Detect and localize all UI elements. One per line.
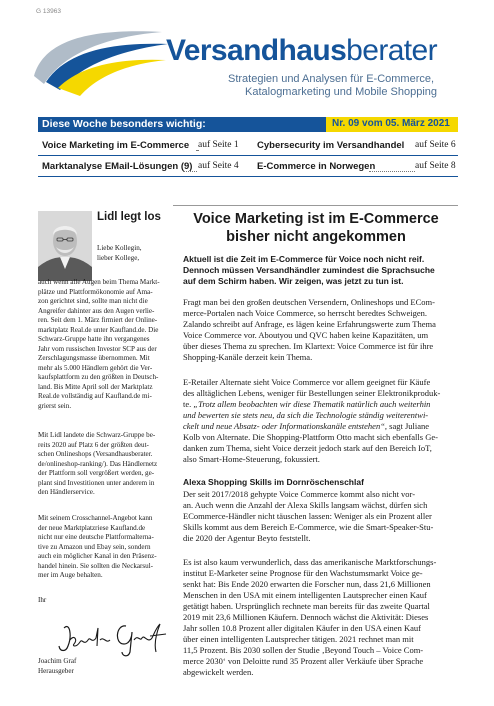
editorial-line: grierst sein. <box>38 401 72 410</box>
article-body-line: Fragt man bei den großen deutschen Versendern, Onlineshops und ECom- <box>183 297 435 307</box>
article-body-line: ECommerce-Händler nicht täuschen lassen: Weniger als ein Prozent aller <box>183 511 432 521</box>
editorial-line: schen Onlineshops (Versandhausberater. <box>38 450 153 458</box>
editorial-line: tive zu Amazon und Ebay sein, sondern <box>38 542 151 551</box>
article-body-line: institut E-Marketer seine Prognose für den Wachstumsmarkt Voice ge- <box>183 568 423 578</box>
editorial-line: Angreifer dahinter aus den Augen verlie- <box>38 306 155 315</box>
article-body-line: Menschen in den USA mit einem intelligenten Lautsprecher einen Kauf <box>183 590 427 600</box>
editorial-line: mehr als 5.000 Händlern gehört die Ver- <box>38 363 153 372</box>
editorial-line: handel hinein. Sie sollten die Neckarsul- <box>38 561 154 570</box>
editorial-line: auch wenn alle Augen beim Thema Markt- <box>38 278 160 286</box>
toc-item-page[interactable]: auf Seite 1 <box>198 140 239 150</box>
article-body-line: Zalando schreibt auf Anfrage, es lägen keine Erfahrungswerte zum Thema <box>183 319 436 329</box>
article-body-line: Der seit 2017/2018 gehypte Voice Commerce kommt also nicht vor- <box>183 489 416 499</box>
toc-item-title[interactable]: Voice Marketing im E-Commerce <box>42 140 190 151</box>
editorial-line: Ihr <box>38 596 47 604</box>
editorial-line: Real.de vollständig auf Kaufland.de mi- <box>38 392 152 400</box>
issue-badge <box>326 117 458 132</box>
editorial-line: auch ein möglicher Kanal in den Präsenz- <box>38 552 157 560</box>
toc-item-page[interactable]: auf Seite 4 <box>198 161 239 171</box>
handwritten-signature <box>56 618 176 658</box>
article-body-line: danken zum Thema, sieht Voice derzeit jedoch stark auf den Bereich IoT, <box>183 443 432 453</box>
signature-name: Joachim Graf <box>38 657 77 665</box>
article-top-rule <box>173 205 458 206</box>
article-lead-line: Dennoch müssen Versandhändler zumindest die Sprachsuche <box>183 265 435 275</box>
article-body-line: Jahr sollen 10.8 Prozent aller digitalen Käufer in den USA einen Kauf <box>183 623 421 633</box>
signature-role: Herausgeber <box>38 667 74 675</box>
article-body-line: Kolb von Alternate. Die Shopping-Plattform Otto macht sich ebenfalls Ge- <box>183 432 438 442</box>
article-body-line: ckelt und neue Absatz- oder Informationskanäle entstehen“, sagt Juliane <box>183 421 430 431</box>
editorial-line: land. Bis Mitte April soll der Marktplatz <box>38 382 153 391</box>
toc-divider <box>38 155 458 156</box>
brand-swoosh-logo <box>30 22 170 104</box>
editorial-line: Schwarz-Gruppe hatte ihn vergangenes <box>38 335 150 343</box>
issue-code: G 13963 <box>36 8 61 15</box>
editorial-line: der Plattform soll vergrößert werden, ge- <box>38 469 155 477</box>
article-body-line: die 2020 der Agentur Beyto feststellt. <box>183 533 311 543</box>
editorial-line: plant sind Investitionen unter anderem in <box>38 478 155 487</box>
quote-text: ckelt und neue Absatz- oder Informationskanäle entstehen“ <box>183 421 385 431</box>
toc-item-title[interactable]: Marktanalyse EMail-Lösungen (9) <box>42 161 193 172</box>
editorial-line: den Händlerservice. <box>38 488 95 496</box>
toc-item-page[interactable]: auf Seite 8 <box>415 161 456 171</box>
toc-divider <box>38 176 458 177</box>
tagline-line2: Katalogmarketing und Mobile Shopping <box>245 86 438 98</box>
article-body-line: Shopping-Kanäle derzeit kein Thema. <box>183 352 313 362</box>
editorial-line: marktplatz Real.de unter Kaufland.de. Die <box>38 325 159 334</box>
brand-wordmark: Versandhausberater <box>166 34 438 67</box>
article-body-line: E-Retailer Alternate sieht Voice Commerce vor allem geeignet für Käufe <box>183 377 431 387</box>
editorial-line: Jahr vom russischen Investor SCP aus der <box>38 344 157 353</box>
editorial-line: Liebe Kollegin, <box>97 244 142 252</box>
article-lead-line: Aktuell ist die Zeit im E-Commerce für Voice noch nicht reif. <box>183 254 425 264</box>
editorial-title: Lidl legt los <box>97 211 161 223</box>
quote-text: und bewerten sie stets neu, da sich die Technologie ständig weiterentwi- <box>183 410 429 420</box>
editorial-line: der neue Marktplatzriese Kaufland.de <box>38 523 146 532</box>
editorial-line: Zerschlagungsmasse übernommen. Mit <box>38 354 150 362</box>
editorial-line: plätze und Plattformökonomie auf Ama- <box>38 287 153 296</box>
article-headline-line1: Voice Marketing ist im E-Commerce <box>193 211 439 227</box>
article-body-line: merce-Portalen nach Voice Commerce, so herrscht beredtes Schweigen. <box>183 308 427 318</box>
editorial-line: Mit Lidl landete die Schwarz-Gruppe be- <box>38 431 156 439</box>
editorial-line: mer im Auge behalten. <box>38 571 103 579</box>
editorial-line: ren. Seit dem 1. März firmiert der Online- <box>38 316 158 324</box>
article-subheading: Alexa Shopping Skills im Dornröschenschlaf <box>183 477 364 487</box>
article-body-line: an. Auch wenn die Anzahl der Alexa Skills langsam wächst, dürfen sich <box>183 500 428 510</box>
article-body-line: über einen intelligenten Lautsprecher tätigen. 2021 rechnet man mit <box>183 634 414 644</box>
article-headline-line2: bisher nicht angekommen <box>226 229 406 245</box>
editorial-line: lieber Kollege, <box>97 254 140 262</box>
article-body-line: abgewickelt werden. <box>183 667 254 677</box>
article-body-line: über dieses Thema zu sprechen. Im Klartext: Voice Commerce ist für ihre <box>183 341 434 351</box>
article-body-line: merce 2030‘ von Deloitte rund 35 Prozent aller Verkäufe über Sprache <box>183 656 424 666</box>
editorial-line: nicht nur eine deutsche Plattformalterna- <box>38 533 154 541</box>
article-body-line: 2019 mit 23,6 Millionen Käufern. Dennoch wächst die Aktivität: Dieses <box>183 612 429 622</box>
article-body-line: senkt hat: Bis Ende 2020 erwarten die Forscher nun, dass 21,6 Millionen <box>183 579 431 589</box>
toc-item-page[interactable]: auf Seite 6 <box>415 140 456 150</box>
toc-item-title[interactable]: Cybersecurity im Versandhandel <box>257 140 405 151</box>
article-body-line: Voice Commerce vor. Aboutyou und QVC haben keine Kapazitäten, um <box>183 330 429 340</box>
article-lead-line: auf dem Schirm haben. Wir zeigen, was jetzt zu tun ist. <box>183 276 404 286</box>
quote-text: „Trotz allem beobachten wir diese Thematik natürlich auch weiterhin <box>193 399 431 409</box>
editorial-line: zon gerichtet sind, sollte man nicht die <box>38 297 148 305</box>
editorial-line: reits 2020 auf Platz 6 der größten deut- <box>38 440 149 449</box>
editor-portrait <box>38 211 92 281</box>
tagline-line1: Strategien und Analysen für E-Commerce, <box>228 73 435 85</box>
article-body-line: also Smart-Home-Steuerung, fokussiert. <box>183 454 320 464</box>
article-body-line: Es ist also kaum verwunderlich, dass das amerikanische Marktforschungs- <box>183 557 437 567</box>
editorial-line: de/onlineshop-ranking/). Das Händlernetz <box>38 459 158 468</box>
article-body-line: te. „Trotz allem beobachten wir diese Thematik natürlich auch weiterhin <box>183 399 431 409</box>
toc-item-title[interactable]: E-Commerce in Norwegen <box>257 161 376 172</box>
highlights-title: Diese Woche besonders wichtig: <box>42 118 206 130</box>
editorial-line: Mit seinem Crosschannel-Angebot kann <box>38 514 153 522</box>
article-body-line: getätigt haben. Ursprünglich rechnete man bereits für das zweite Quartal <box>183 601 430 611</box>
article-body-line: 11,5 Prozent. Bis 2030 sollen der Studie ‚Beyond Touch – Voice Com- <box>183 645 424 655</box>
issue-number: Nr. 09 vom 05. März 2021 <box>332 118 450 129</box>
article-body-line: Skills kommt aus dem Bereich E-Commerce, wie die Smart-Speaker-Stu- <box>183 522 434 532</box>
article-body-line: des alltäglichen Lebens, weniger für Bestellungen seiner Elektronikproduk- <box>183 388 441 398</box>
editorial-line: kaufsplattform zu den größten in Deutsch- <box>38 373 159 381</box>
